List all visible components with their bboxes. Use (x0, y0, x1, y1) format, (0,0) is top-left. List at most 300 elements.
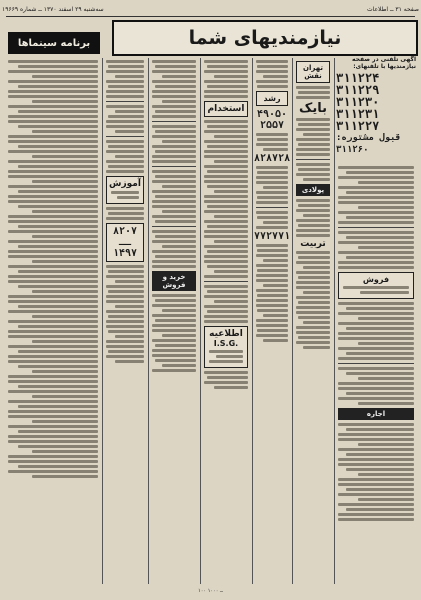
text-line (338, 186, 414, 189)
text-line (296, 281, 330, 284)
text-line (152, 339, 196, 342)
text-line (204, 195, 248, 198)
text-line (18, 205, 98, 208)
header-rule (6, 16, 415, 17)
text-line (115, 360, 144, 363)
text-line (8, 440, 98, 443)
text-line (256, 181, 288, 184)
text-line (296, 311, 330, 314)
text-line (152, 240, 196, 243)
text-line (256, 334, 288, 337)
text-line (256, 60, 288, 63)
text-line (106, 300, 144, 303)
text-line (106, 120, 144, 123)
text-line (8, 140, 98, 143)
text-line (32, 260, 98, 263)
text-line (298, 336, 330, 339)
text-line (32, 340, 98, 343)
text-line (32, 315, 98, 318)
text-line (117, 196, 139, 199)
text-line (8, 240, 98, 243)
ad-separator (256, 207, 288, 208)
page-label: صفحه ۳۱ ــ اطلاعات (366, 5, 419, 13)
text-line (155, 344, 196, 347)
text-line (256, 289, 288, 292)
text-line (8, 460, 98, 463)
text-line (152, 260, 196, 263)
text-line (106, 310, 144, 313)
text-line (18, 325, 98, 328)
text-line (257, 196, 288, 199)
text-line (106, 285, 144, 288)
text-line (106, 275, 144, 278)
text-line (162, 364, 196, 367)
text-line (8, 185, 98, 188)
text-line (18, 270, 98, 273)
page-footer (6, 588, 415, 596)
text-line (296, 341, 330, 344)
text-line (8, 60, 98, 63)
text-line (115, 155, 144, 158)
text-line (152, 304, 196, 307)
text-line (256, 299, 288, 302)
text-line (155, 319, 196, 322)
text-line (207, 65, 248, 68)
text-line (18, 65, 98, 68)
text-line (358, 246, 414, 249)
text-line (204, 165, 248, 168)
text-line (108, 212, 144, 215)
text-line (338, 302, 414, 305)
phone-numbers-box (336, 56, 416, 160)
text-line (8, 435, 98, 438)
text-line (346, 216, 414, 219)
text-line (214, 135, 248, 138)
text-line (257, 138, 288, 141)
text-line (214, 215, 248, 218)
column-6 (294, 58, 332, 584)
text-line (8, 400, 98, 403)
ad-box (106, 223, 144, 262)
newspaper-page (2, 2, 419, 598)
cinema-section-title (8, 32, 100, 54)
text-line (155, 85, 196, 88)
text-line (358, 402, 414, 405)
text-line (106, 320, 144, 323)
text-line (204, 305, 248, 308)
text-line (204, 155, 248, 158)
text-line (32, 450, 98, 453)
text-line (256, 80, 288, 83)
ad-title: اطلاعیه (209, 329, 243, 339)
text-line (162, 210, 196, 213)
text-line (256, 133, 288, 136)
text-line (338, 176, 414, 179)
text-line (8, 355, 98, 358)
text-line (296, 271, 330, 274)
column-4 (202, 58, 250, 584)
text-line (257, 216, 288, 219)
text-line (346, 508, 414, 511)
text-line (346, 327, 414, 330)
text-line (155, 65, 196, 68)
text-line (358, 377, 414, 380)
text-line (32, 210, 98, 213)
banner-title: نیازمندیهای شما (188, 27, 342, 49)
text-line (338, 221, 414, 224)
section-label: اجاره (338, 408, 414, 420)
phone-number: ۳۱۱۲۳۰ (336, 95, 380, 109)
text-line (204, 95, 248, 98)
text-line (256, 70, 288, 73)
text-line (152, 215, 196, 218)
text-line (257, 85, 288, 88)
text-line (256, 274, 288, 277)
text-line (256, 324, 288, 327)
text-line (8, 310, 98, 313)
ad-logo: بایک (299, 101, 327, 116)
text-line (257, 171, 288, 174)
text-line (162, 140, 196, 143)
text-line (8, 470, 98, 473)
text-line (207, 250, 248, 253)
column-divider (334, 58, 335, 584)
text-line (204, 150, 248, 153)
text-line (214, 190, 248, 193)
text-line (346, 256, 414, 259)
text-line (204, 235, 248, 238)
phone-number: ۳۱۱۲۲۹ (336, 83, 380, 97)
text-line (8, 120, 98, 123)
ad-separator (106, 136, 144, 137)
text-line (207, 170, 248, 173)
text-line (346, 171, 414, 174)
text-line (257, 269, 288, 272)
text-line (346, 191, 414, 194)
text-line (338, 357, 414, 360)
phone-number: ۳۱۱۲۲۴ (336, 71, 380, 85)
text-line (214, 386, 248, 389)
text-line (256, 191, 288, 194)
section-label: پولادی (296, 184, 330, 196)
text-line (18, 405, 98, 408)
text-line (155, 235, 196, 238)
section-banner (112, 20, 418, 56)
text-line (106, 160, 144, 163)
text-line (338, 438, 414, 441)
text-line (106, 150, 144, 153)
text-line (338, 382, 414, 385)
text-line (296, 138, 330, 141)
text-line (214, 160, 248, 163)
text-line (296, 199, 330, 202)
text-line (257, 65, 288, 68)
text-line (18, 85, 98, 88)
text-line (152, 314, 196, 317)
text-line (204, 175, 248, 178)
text-line (296, 251, 330, 254)
text-line (106, 355, 144, 358)
text-line (338, 483, 414, 486)
text-line (18, 225, 98, 228)
text-line (8, 200, 98, 203)
text-line (152, 349, 196, 352)
ad-subtitle: I.S.G. (213, 339, 239, 348)
ad-number: ۸۲۰۷ ــ ۱۴۹۷ (112, 226, 138, 259)
text-line (8, 220, 98, 223)
text-line (152, 90, 196, 93)
text-line (346, 236, 414, 239)
footer-text: ۱۰۰ ــ ۱۰۰۰ (198, 588, 223, 594)
text-line (298, 224, 330, 227)
text-line (296, 229, 330, 232)
column-3 (150, 58, 198, 584)
text-line (256, 264, 288, 267)
text-line (155, 110, 196, 113)
text-line (8, 335, 98, 338)
text-line (257, 294, 288, 297)
text-line (155, 299, 196, 302)
ad-number: ۷۷۲۷۷۱ (254, 231, 290, 242)
text-line (296, 261, 330, 264)
text-line (338, 463, 414, 466)
page-header (2, 2, 419, 16)
ad-separator (338, 227, 414, 228)
text-line (256, 254, 288, 257)
text-line (207, 205, 248, 208)
column-divider (292, 58, 293, 584)
text-line (8, 455, 98, 458)
ad-title: رشد (263, 94, 281, 103)
ad-separator (338, 363, 414, 364)
text-line (108, 330, 144, 333)
text-line (204, 245, 248, 248)
text-line (18, 430, 98, 433)
text-line (256, 244, 288, 247)
text-line (115, 130, 144, 133)
text-line (152, 190, 196, 193)
ad-title: فروش (362, 275, 390, 284)
ad-box (256, 91, 288, 106)
text-line (338, 423, 414, 426)
text-line (152, 205, 196, 208)
text-line (358, 317, 414, 320)
text-line (296, 153, 330, 156)
text-line (8, 115, 98, 118)
ad-number: ۴۹۰۵۰ (256, 109, 288, 120)
text-line (338, 332, 414, 335)
text-line (204, 285, 248, 288)
text-line (346, 488, 414, 491)
text-line (338, 312, 414, 315)
text-line (296, 219, 330, 222)
text-line (256, 176, 288, 179)
ad-separator (106, 101, 144, 102)
text-line (155, 175, 196, 178)
text-line (204, 255, 248, 258)
text-line (346, 453, 414, 456)
text-line (8, 265, 98, 268)
text-line (204, 130, 248, 133)
text-line (32, 180, 98, 183)
text-line (18, 110, 98, 113)
text-line (338, 261, 414, 264)
text-line (214, 75, 248, 78)
text-line (338, 397, 414, 400)
text-line (346, 468, 414, 471)
text-line (296, 163, 330, 166)
text-line (152, 105, 196, 108)
text-line (32, 290, 98, 293)
text-line (204, 140, 248, 143)
text-line (256, 201, 288, 204)
text-line (346, 352, 414, 355)
text-line (8, 295, 98, 298)
text-line (207, 290, 248, 293)
text-line (358, 342, 414, 345)
text-line (18, 285, 98, 288)
text-line (207, 310, 248, 313)
text-line (152, 200, 196, 203)
text-line (338, 503, 414, 506)
text-line (296, 234, 330, 237)
ad-title: تربیت (300, 239, 326, 249)
text-line (338, 322, 414, 325)
text-line (346, 307, 414, 310)
text-line (338, 266, 414, 269)
text-line (152, 115, 196, 118)
text-line (152, 125, 196, 128)
text-line (18, 350, 98, 353)
text-line (152, 324, 196, 327)
text-line (155, 150, 196, 153)
ad-title: استخدام (207, 104, 245, 114)
text-line (338, 448, 414, 451)
text-line (338, 493, 414, 496)
text-line (152, 155, 196, 158)
text-line (8, 90, 98, 93)
text-line (298, 256, 330, 259)
text-line (8, 255, 98, 258)
text-line (8, 275, 98, 278)
text-line (32, 235, 98, 238)
text-line (204, 230, 248, 233)
ad-separator (152, 121, 196, 122)
text-line (338, 166, 414, 169)
column-divider (200, 58, 201, 584)
text-line (346, 428, 414, 431)
text-line (108, 350, 144, 353)
ad-title: تهران نقش (303, 64, 323, 80)
text-line (106, 265, 144, 268)
text-line (207, 225, 248, 228)
text-line (106, 170, 144, 173)
text-line (106, 207, 144, 210)
text-line (106, 140, 144, 143)
text-line (296, 148, 330, 151)
text-line (216, 355, 243, 358)
text-line (263, 148, 288, 151)
text-line (18, 305, 98, 308)
text-line (343, 286, 409, 289)
ad-separator (296, 159, 330, 160)
text-line (8, 360, 98, 363)
ad-box (204, 326, 248, 368)
text-line (263, 75, 288, 78)
text-line (207, 185, 248, 188)
text-line (8, 195, 98, 198)
text-line (106, 340, 144, 343)
section-label: خرید و فروش (152, 271, 196, 291)
text-line (256, 211, 288, 214)
text-line (106, 90, 144, 93)
text-line (358, 473, 414, 476)
text-line (298, 276, 330, 279)
text-line (8, 250, 98, 253)
text-line (207, 125, 248, 128)
text-line (8, 330, 98, 333)
text-line (155, 195, 196, 198)
text-line (257, 309, 288, 312)
text-line (152, 170, 196, 173)
ad-separator (152, 166, 196, 167)
text-line (8, 215, 98, 218)
text-line (152, 369, 196, 372)
text-line (8, 135, 98, 138)
phone-number: ۳۱۱۲۲۷ (336, 119, 380, 133)
text-line (296, 86, 330, 89)
text-line (8, 95, 98, 98)
text-line (155, 220, 196, 223)
text-line (204, 210, 248, 213)
ad-number: ۲۵۵۷ (259, 120, 285, 131)
text-line (8, 415, 98, 418)
text-line (204, 200, 248, 203)
text-line (204, 60, 248, 63)
column-divider (148, 58, 149, 584)
text-line (263, 221, 288, 224)
text-line (18, 465, 98, 468)
column-2 (104, 58, 146, 584)
column-divider (252, 58, 253, 584)
column-cinema (6, 58, 100, 584)
text-line (204, 320, 248, 323)
text-line (346, 372, 414, 375)
text-line (204, 90, 248, 93)
text-line (256, 319, 288, 322)
text-line (8, 105, 98, 108)
text-line (8, 280, 98, 283)
text-line (358, 498, 414, 501)
text-line (115, 305, 144, 308)
text-line (296, 209, 330, 212)
text-line (32, 130, 98, 133)
text-line (108, 65, 144, 68)
text-line (338, 211, 414, 214)
text-line (106, 95, 144, 98)
text-line (298, 316, 330, 319)
text-line (152, 180, 196, 183)
text-line (256, 226, 288, 229)
text-line (338, 367, 414, 370)
cinema-title-text: برنامه سینماها (17, 37, 91, 49)
text-line (32, 395, 98, 398)
text-line (338, 231, 414, 234)
text-line (8, 390, 98, 393)
text-line (358, 181, 414, 184)
text-line (108, 165, 144, 168)
text-line (338, 251, 414, 254)
